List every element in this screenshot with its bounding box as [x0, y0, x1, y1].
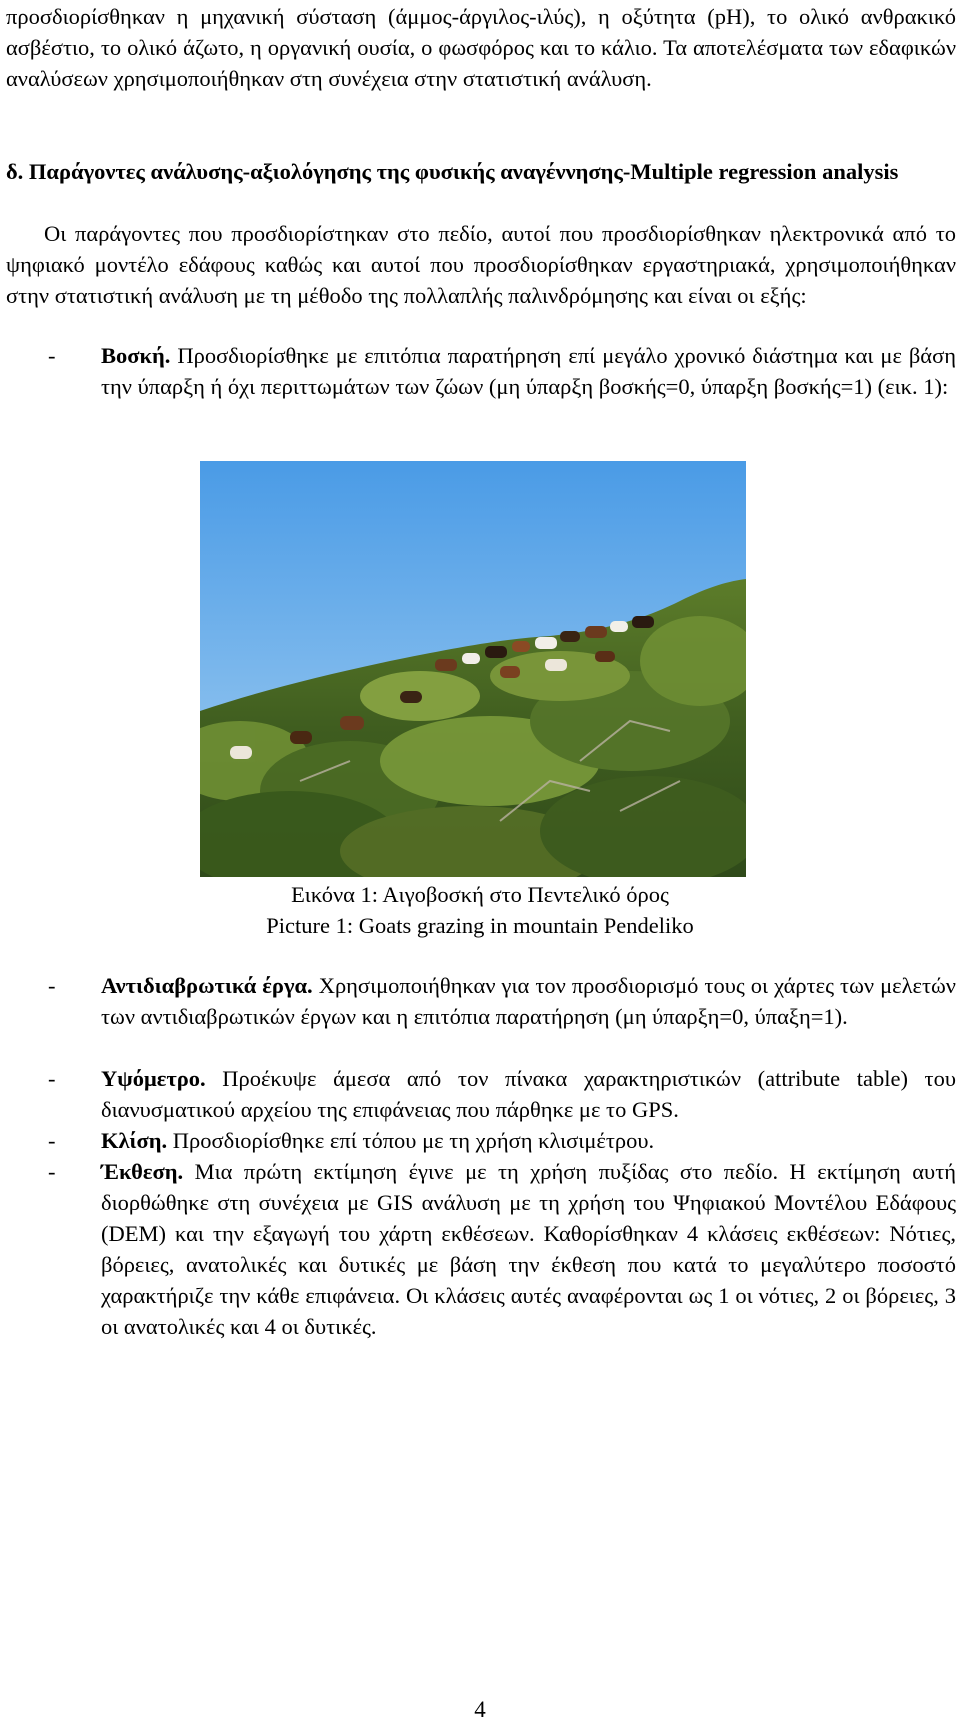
bullet-term: Αντιδιαβρωτικά έργα. [101, 973, 313, 998]
intro-paragraph: προσδιορίσθηκαν η μηχανική σύσταση (άμμος-άργιλος-ιλύς), η οξύτητα (pH), το ολικό ανθρακικό ασβέστιο, το ολικό άζωτο, η οργανική ουσία, ο φωσφόρος και το κάλιο. Τα αποτελέσματα των εδαφικών αναλύσεων χρησιμοποιήθηκαν στη συνέχεια στην στατιστική ανάλυση. [6, 4, 956, 91]
bullet-term: Υψόμετρο. [101, 1066, 206, 1091]
bullet-dash: - [48, 1159, 56, 1184]
bullet-grazing [6, 340, 956, 402]
figure-caption-greek: Εικόνα 1: Αιγοβοσκή στο Πεντελικό όρος [291, 882, 669, 907]
bullet-dash: - [48, 1066, 56, 1091]
bullet-altitude [6, 1063, 956, 1125]
page-number: 4 [474, 1697, 486, 1722]
bullet-text: Προσδιορίσθηκε με επιτόπια παρατήρηση επί μεγάλο χρονικό διάστημα και με βάση την ύπαρξη ή όχι περιττωμάτων των ζώων (μη ύπαρξη βοσκής=0, ύπαρξη βοσκής=1) (εικ. 1): [101, 343, 956, 399]
bullet-term: Βοσκή. [101, 343, 171, 368]
bullet-text: Χρησιμοποιήθηκαν για τον προσδιορισμό τους οι χάρτες των μελετών των αντιδιαβρωτικών έργων και η επιτόπια παρατήρηση (μη ύπαρξη=0, ύπαξη=1). [101, 973, 956, 1029]
goats-grazing-photo [200, 461, 746, 877]
photo-illustration [200, 461, 746, 877]
bullet-dash: - [48, 973, 56, 998]
bullet-text: Προέκυψε άμεσα από τον πίνακα χαρακτηριστικών (attribute table) του διανυσματικού αρχείου της επιφάνειας που πάρθηκε με το GPS. [101, 1066, 956, 1122]
section-paragraph: Οι παράγοντες που προσδιορίστηκαν στο πεδίο, αυτοί που προσδιορίσθηκαν ηλεκτρονικά από το ψηφιακό μοντέλο εδάφους καθώς και αυτοί που προσδιορίσθηκαν εργαστηριακά, χρησιμοποιήθηκαν στην στατιστική ανάλυση με τη μέθοδο της πολλαπλής παλινδρόμησης και είναι οι εξής: [6, 221, 956, 308]
bullet-erosion-works [6, 970, 956, 1032]
bullet-text: Μια πρώτη εκτίμηση έγινε με τη χρήση πυξίδας στο πεδίο. Η εκτίμηση αυτή διορθώθηκε στη συνέχεια με GIS ανάλυση με τη χρήση του Ψηφιακού Μοντέλου Εδάφους (DEM) και την εξαγωγή του χάρτη εκθέσεων. Καθορίσθηκαν 4 κλάσεις εκθέσεων: Νότιες, βόρειες, ανατολικές και δυτικές με βάση την έκθεση που κατά το μεγαλύτερο ποσοστό χαρακτήριζε την κάθε επιφάνεια. Οι κλάσεις αυτές αναφέρονται ως 1 οι νότιες, 2 οι βόρειες, 3 οι ανατολικές και 4 οι δυτικές. [101, 1159, 956, 1339]
bullet-body [101, 970, 956, 1032]
bullet-term: Κλίση. [101, 1128, 168, 1153]
bullet-dash: - [48, 1128, 56, 1153]
bullet-dash: - [48, 343, 56, 368]
bullet-body [101, 1125, 956, 1156]
bullet-slope [6, 1125, 956, 1156]
bullet-body [101, 1156, 956, 1342]
section-heading: δ. Παράγοντες ανάλυσης-αξιολόγησης της φυσικής αναγέννησης-Multiple regression analysis [6, 159, 899, 184]
bullet-body [101, 340, 956, 402]
bullet-term: Έκθεση. [101, 1159, 184, 1184]
figure-caption-english: Picture 1: Goats grazing in mountain Pendeliko [266, 913, 694, 938]
bullet-aspect [6, 1156, 956, 1342]
bullet-text: Προσδιορίσθηκε επί τόπου με τη χρήση κλισιμέτρου. [167, 1128, 655, 1153]
bullet-body [101, 1063, 956, 1125]
